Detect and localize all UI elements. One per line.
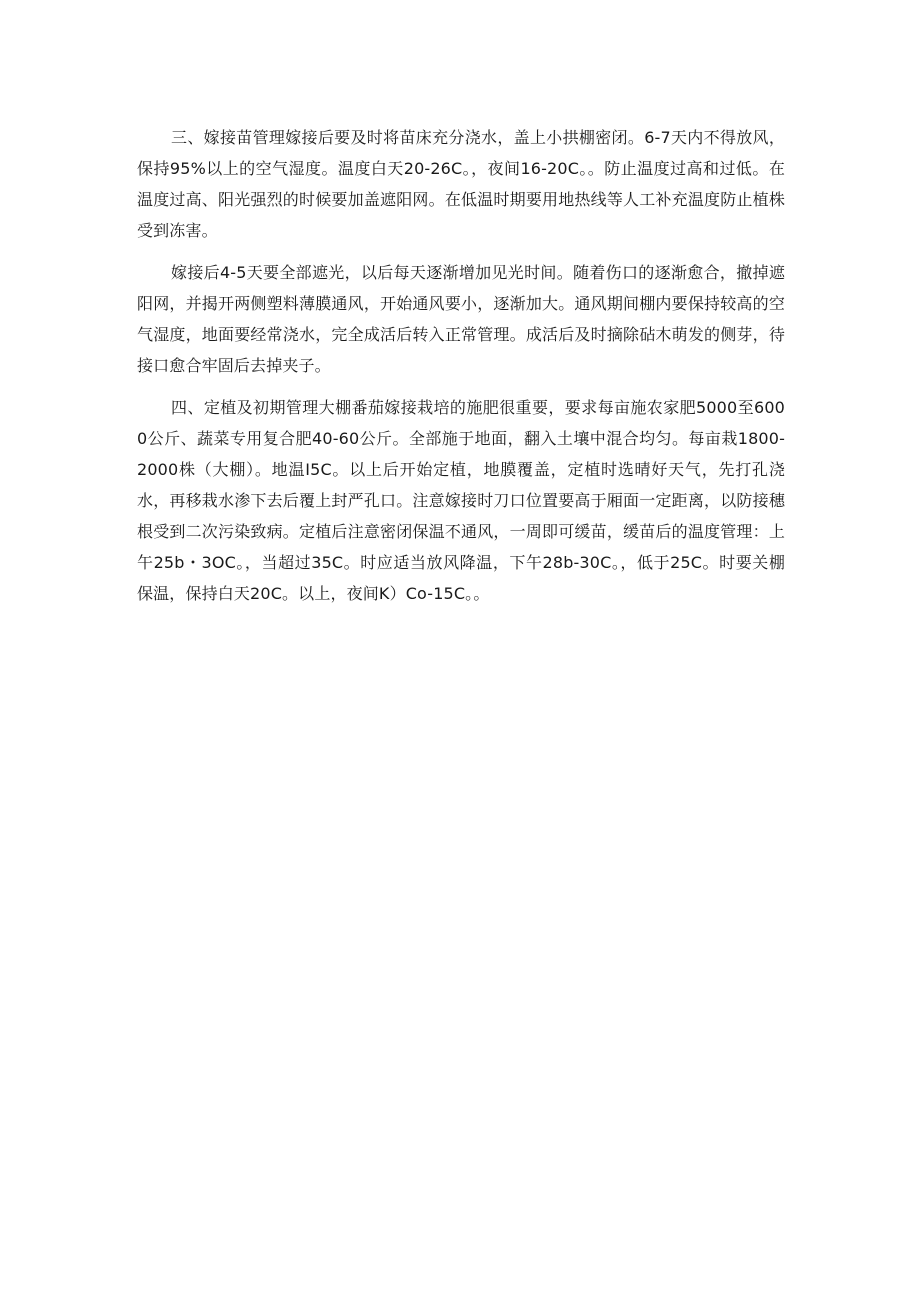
document-body [137, 122, 785, 620]
paragraph-shading-and-ventilation: 嫁接后4-5天要全部遮光，以后每天逐渐增加见光时间。随着伤口的逐渐愈合，撤掉遮阳网，并揭开两侧塑料薄膜通风，开始通风要小，逐渐加大。通风期间棚内要保持较高的空气湿度，地面要经常浇水，完全成活后转入正常管理。成活后及时摘除砧木萌发的侧芽，待接口愈合牢固后去掉夹子。 [137, 263, 785, 375]
paragraph-grafted-seedling-management: 三、嫁接苗管理嫁接后要及时将苗床充分浇水，盖上小拱棚密闭。6-7天内不得放风，保持95%以上的空气湿度。温度白天20-26C。，夜间16-20C。。防止温度过高和过低。在温度过高、阳光强烈的时候要加盖遮阳网。在低温时期要用地热线等人工补充温度防止植株受到冻害。 [137, 128, 785, 240]
paragraph-planting-and-early-management: 四、定植及初期管理大棚番茄嫁接栽培的施肥很重要，要求每亩施农家肥5000至6000公斤、蔬菜专用复合肥40-60公斤。全部施于地面，翻入土壤中混合均匀。每亩栽1800-2000株（大棚）。地温I5C。以上后开始定植，地膜覆盖，定植时选晴好天气，先打孔浇水，再移栽水渗下去后覆上封严孔口。注意嫁接时刀口位置要高于厢面一定距离，以防接穗根受到二次污染致病。定植后注意密闭保温不通风，一周即可缓苗，缓苗后的温度管理：上午25b・3OC。，当超过35C。时应适当放风降温，下午28b-30C。，低于25C。时要关棚保温，保持白天20C。以上，夜间K）Co-15C。。 [137, 398, 785, 603]
